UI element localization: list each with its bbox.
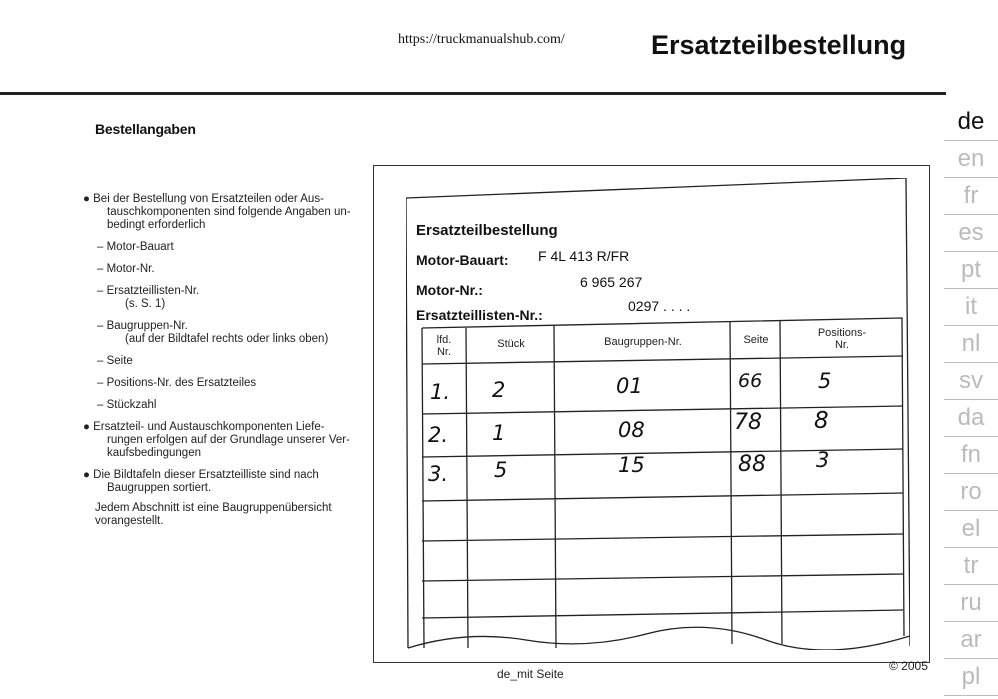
lang-tab-ru[interactable]: ru xyxy=(944,585,998,622)
overview-note: Jedem Abschnitt ist eine Baugruppenübersicht vorangestellt. xyxy=(95,502,332,527)
lang-tab-pt[interactable]: pt xyxy=(944,252,998,289)
sub-item-ersatzteillisten-nr: – Ersatzteillisten-Nr. (s. S. 1) xyxy=(97,285,200,310)
column-header-stueck: Stück xyxy=(497,338,525,350)
sub-item-baugruppen-nr: – Baugruppen-Nr. (auf der Bildtafel rechts oder links oben) xyxy=(97,320,329,345)
lang-tab-tr[interactable]: tr xyxy=(944,548,998,585)
copyright: © 2005 xyxy=(889,659,928,673)
column-header-seite: Seite xyxy=(743,334,769,346)
sub-item-positions-nr: – Positions-Nr. des Ersatzteiles xyxy=(97,377,257,389)
row3-position: 3 xyxy=(816,448,830,472)
row1-position: 5 xyxy=(818,369,832,393)
motor-bauart-label: Motor-Bauart: xyxy=(416,252,509,268)
motor-nr-value: 6 965 267 xyxy=(580,274,643,290)
row1-seite: 66 xyxy=(738,370,763,392)
lang-tab-fn[interactable]: fn xyxy=(944,437,998,474)
lang-tab-nl[interactable]: nl xyxy=(944,326,998,363)
lang-tab-fr[interactable]: fr xyxy=(944,178,998,215)
bullet-delivery-terms: ● Ersatzteil- und Austauschkomponenten Liefe- rungen erfolgen auf der Grundlage unserer Ver- kaufsbedingungen xyxy=(83,421,350,459)
form-title: Ersatzteilbestellung xyxy=(416,222,558,239)
sample-order-form xyxy=(406,178,910,650)
sub-item-seite: – Seite xyxy=(97,355,133,367)
row3-stueck: 5 xyxy=(494,458,508,482)
sample-order-form-frame xyxy=(373,165,930,663)
source-url[interactable]: https://truckmanualshub.com/ xyxy=(398,32,565,47)
form-paper-outline xyxy=(406,178,910,650)
bullet-required-info: ● Bei der Bestellung von Ersatzteilen oder Aus- tauschkomponenten sind folgende Angaben un- bedingt erforderlich xyxy=(83,193,351,231)
lang-tab-sv[interactable]: sv xyxy=(944,363,998,400)
row3-lfd: 3. xyxy=(428,462,449,486)
row3-seite: 88 xyxy=(738,452,766,477)
order-instructions xyxy=(83,193,365,537)
row2-seite: 78 xyxy=(734,410,762,435)
sub-item-motor-nr: – Motor-Nr. xyxy=(97,263,155,275)
section-title: Bestellangaben xyxy=(95,121,196,137)
header-divider xyxy=(0,92,946,95)
sub-item-stueckzahl: – Stückzahl xyxy=(97,399,157,411)
column-header-lfd-nr: lfd. Nr. xyxy=(436,334,452,358)
row2-stueck: 1 xyxy=(492,421,506,445)
motor-nr-label: Motor-Nr.: xyxy=(416,282,483,298)
lang-tab-pl[interactable]: pl xyxy=(944,659,998,696)
row2-lfd: 2. xyxy=(428,423,449,447)
sub-item-motor-bauart: – Motor-Bauart xyxy=(97,241,174,253)
column-header-positions-nr: Positions- Nr. xyxy=(817,327,867,351)
ersatzteillisten-nr-label: Ersatzteillisten-Nr.: xyxy=(416,307,543,323)
lang-tab-de[interactable]: de xyxy=(944,104,998,141)
lang-tab-it[interactable]: it xyxy=(944,289,998,326)
row1-lfd: 1. xyxy=(430,380,451,404)
bullet-sorting: ● Die Bildtafeln dieser Ersatzteilliste sind nach Baugruppen sortiert. xyxy=(83,469,319,494)
row2-baugruppe: 08 xyxy=(618,418,645,442)
lang-tab-es[interactable]: es xyxy=(944,215,998,252)
row1-stueck: 2 xyxy=(492,378,506,402)
motor-bauart-value: F 4L 413 R/FR xyxy=(538,248,630,264)
footer-label: de_mit Seite xyxy=(497,667,564,681)
lang-tab-ar[interactable]: ar xyxy=(944,622,998,659)
ersatzteillisten-nr-value: 0297 . . . . xyxy=(628,298,691,314)
lang-tab-da[interactable]: da xyxy=(944,400,998,437)
row1-baugruppe: 01 xyxy=(616,374,643,398)
lang-tab-el[interactable]: el xyxy=(944,511,998,548)
lang-tab-ro[interactable]: ro xyxy=(944,474,998,511)
row3-baugruppe: 15 xyxy=(618,453,645,477)
row2-position: 8 xyxy=(814,408,829,434)
page-title: Ersatzteilbestellung xyxy=(651,30,907,60)
column-header-baugruppen-nr: Baugruppen-Nr. xyxy=(604,336,682,348)
language-selector xyxy=(944,104,998,696)
lang-tab-en[interactable]: en xyxy=(944,141,998,178)
